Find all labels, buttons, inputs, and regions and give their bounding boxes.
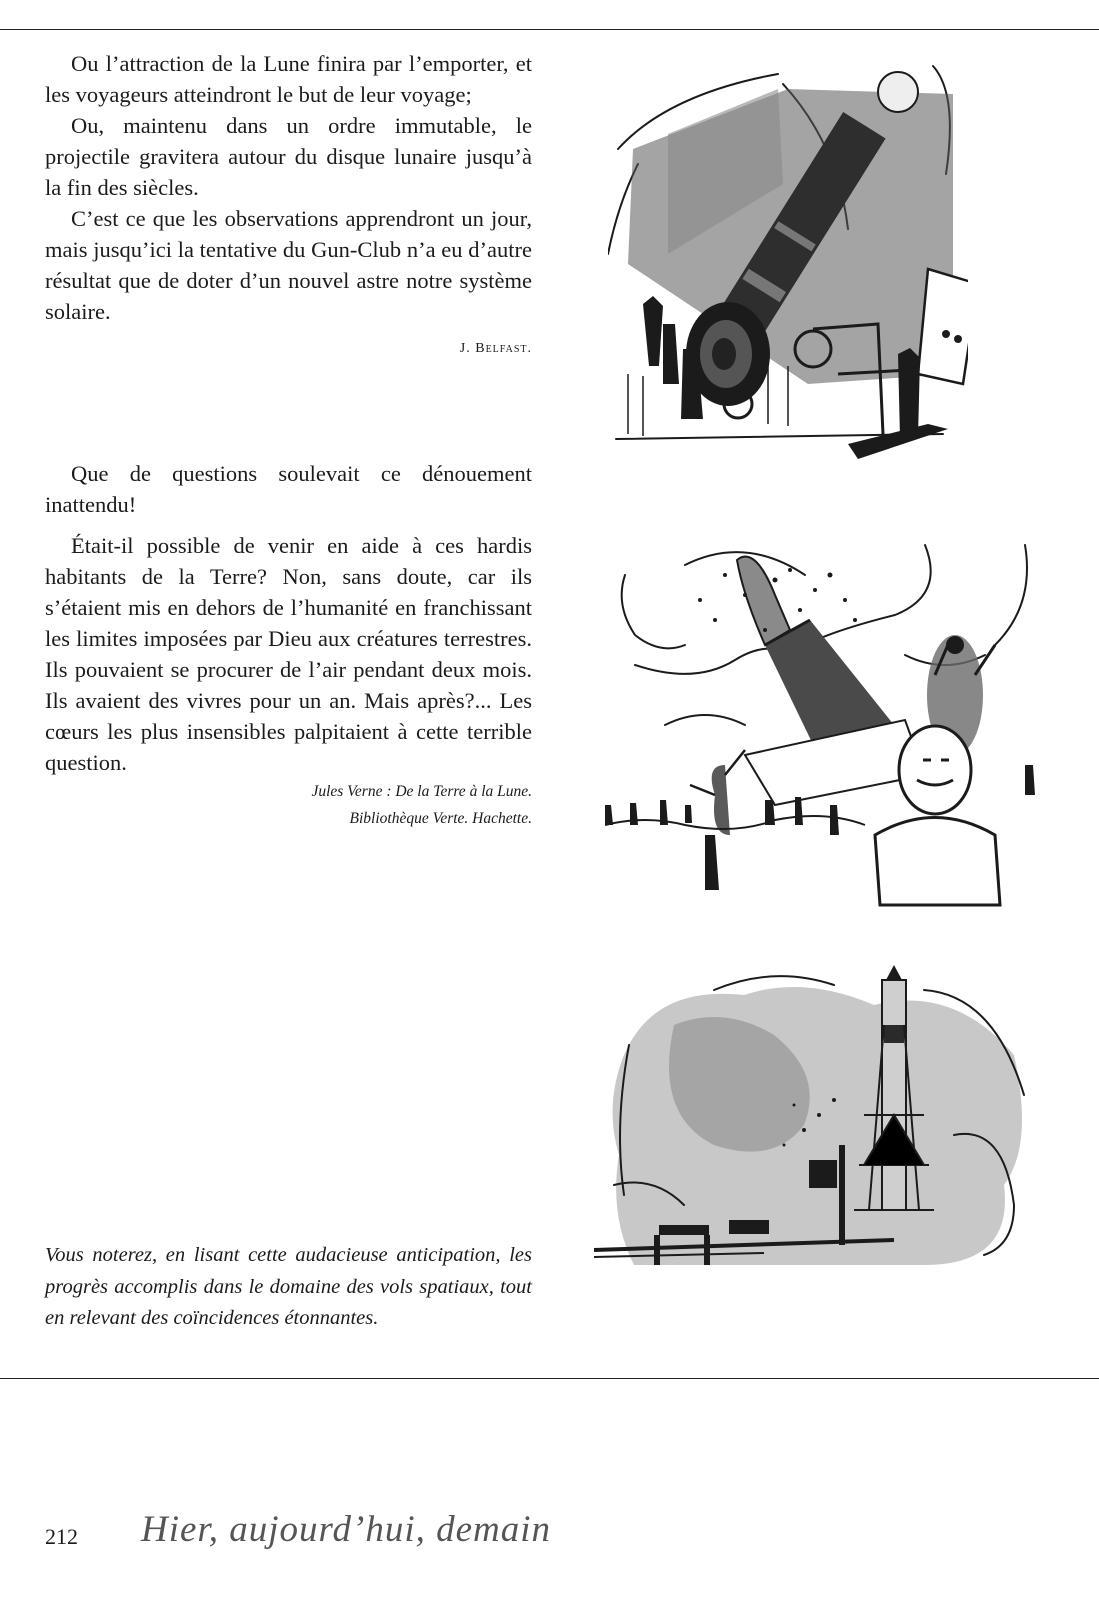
launch-pad-illustration [594, 965, 1044, 1310]
running-title: Hier, aujourd’hui, demain [141, 1509, 552, 1550]
paragraph: Ou l’attraction de la Lune finira par l’emporter, et les voyageurs atteindront le but de leur voyage; [45, 51, 532, 107]
top-rule [0, 29, 1099, 30]
paragraph: Ou, maintenu dans un ordre immutable, le projectile gravitera autour du disque lunaire jusqu’à la fin des siècles. [45, 113, 532, 200]
paragraph: Était-il possible de venir en aide à ces hardis habitants de la Terre? Non, sans doute, car ils s’étaient mis en dehors de l’humanité en franchissant les limites imposées par Dieu aux créatures terrestres. Ils pouvaient se procurer de l’air pendant deux mois. Ils avaient des vivres pour un an. Mais après?... Les cœurs les plus insensibles palpitaient à cette terrible question. [45, 533, 532, 775]
passage-belfast [45, 48, 532, 364]
publisher-credit: Bibliothèque Verte. Hachette. [349, 810, 532, 827]
closing-note: Vous noterez, en lisant cette audacieuse anticipation, les progrès accomplis dans le domaine des vols spatiaux, tout en relevant des coïncidences étonnantes. [45, 1244, 532, 1329]
telescope-observatory-illustration [608, 54, 968, 474]
source-credit: Jules Verne : De la Terre à la Lune. [311, 783, 532, 800]
signature: J. Belfast. [459, 341, 532, 356]
bottom-rule [0, 1378, 1099, 1379]
paragraph: Que de questions soulevait ce dénouement inattendu! [45, 461, 532, 517]
passage-verne [45, 458, 532, 832]
page-number: 212 [45, 1524, 78, 1549]
paragraph: C’est ce que les observations apprendront un jour, mais jusqu’ici la tentative du Gun-Club n’a eu d’autre résultat que de doter d’un nouvel astre notre système solaire. [45, 206, 532, 324]
rocket-crowd-illustration [605, 535, 1055, 910]
